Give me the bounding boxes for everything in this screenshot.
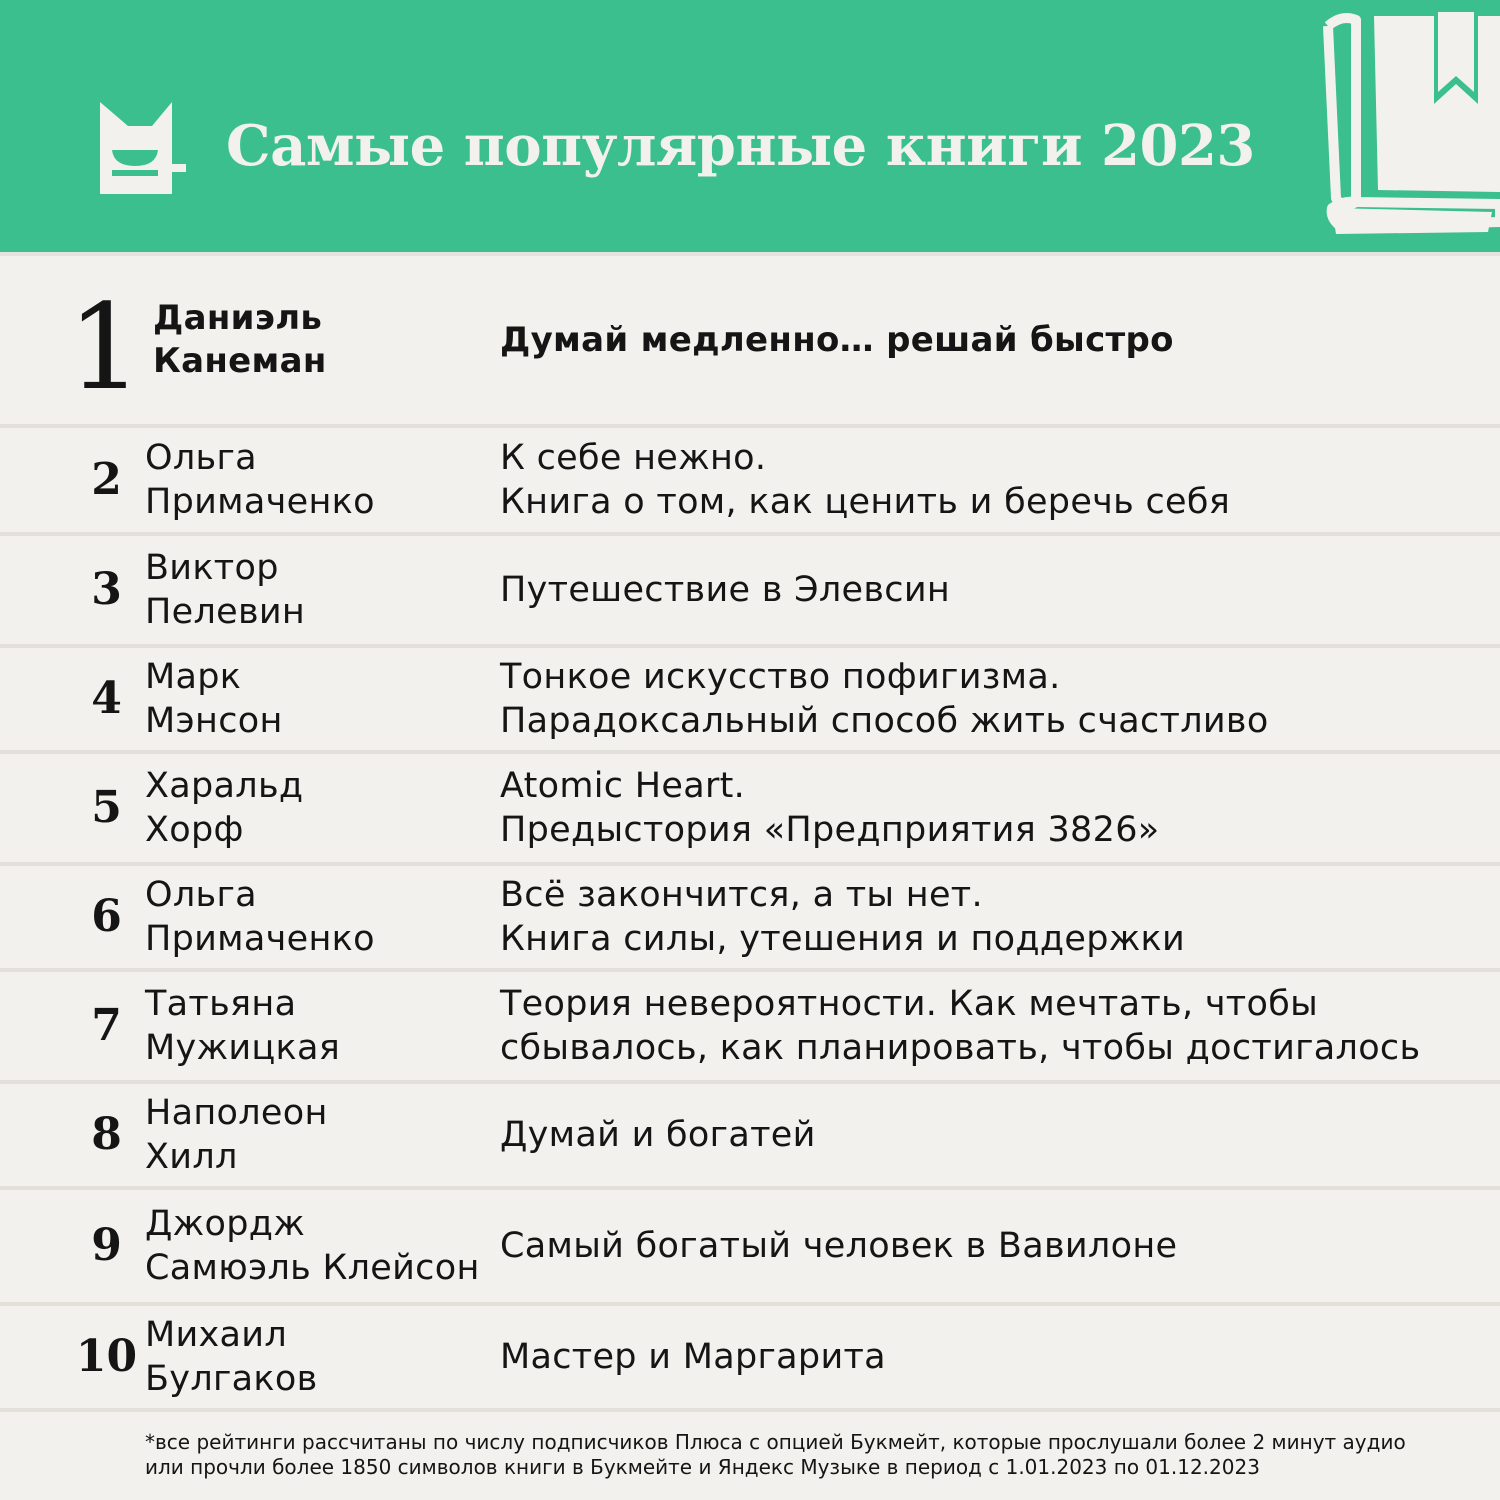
book-title-line: Atomic Heart. bbox=[500, 766, 746, 806]
author-name-line: Ольга bbox=[145, 438, 257, 478]
author-name-line: Ольга bbox=[145, 875, 257, 915]
rank-number: 6 bbox=[91, 891, 122, 942]
rank-number: 10 bbox=[75, 1331, 138, 1382]
author-name-line: Михаил bbox=[145, 1315, 288, 1355]
author-name-line: Харальд bbox=[145, 766, 304, 806]
book-title-line: Думай и богатей bbox=[500, 1115, 816, 1155]
author-name-line: Виктор bbox=[145, 548, 279, 588]
author-name-line: Даниэль bbox=[153, 298, 323, 338]
table-row bbox=[0, 428, 1500, 536]
footnote-line-1: *все рейтинги рассчитаны по числу подписчиков Плюса с опцией Букмейт, которые прослушали более 2 минут аудио bbox=[145, 1430, 1406, 1454]
book-title bbox=[500, 318, 1174, 362]
author-name bbox=[145, 1202, 480, 1290]
author-name-line: Джордж bbox=[145, 1204, 306, 1244]
ranking-list bbox=[0, 256, 1500, 1412]
author-name-line: Наполеон bbox=[145, 1093, 328, 1133]
book-title-line: Книга силы, утешения и поддержки bbox=[500, 919, 1186, 959]
author-name-line: Марк bbox=[145, 657, 242, 697]
author-name bbox=[145, 1313, 318, 1401]
author-name-line: Мэнсон bbox=[145, 701, 283, 741]
book-title-line: сбывалось, как планировать, чтобы достигалось bbox=[500, 1028, 1421, 1068]
author-name bbox=[145, 1091, 328, 1179]
rank-number: 8 bbox=[91, 1109, 122, 1160]
book-title bbox=[500, 764, 1159, 852]
rank-number: 5 bbox=[91, 782, 122, 833]
book-title bbox=[500, 1335, 886, 1379]
author-name-line: Булгаков bbox=[145, 1359, 318, 1399]
author-name-line: Мужицкая bbox=[145, 1028, 341, 1068]
table-row bbox=[0, 1306, 1500, 1412]
author-name bbox=[145, 873, 375, 961]
rank-number: 1 bbox=[67, 278, 143, 417]
book-title-line: Предыстория «Предприятия 3826» bbox=[500, 810, 1160, 850]
book-title bbox=[500, 436, 1230, 524]
table-row bbox=[0, 256, 1500, 428]
table-row bbox=[0, 648, 1500, 754]
rank-number: 7 bbox=[91, 1000, 122, 1051]
book-title bbox=[500, 568, 950, 612]
book-title-line: Мастер и Маргарита bbox=[500, 1337, 886, 1377]
book-title-line: Думай медленно… решай быстро bbox=[500, 320, 1174, 360]
bookmate-cat-logo-icon bbox=[98, 100, 186, 194]
book-title bbox=[500, 655, 1269, 743]
rank-number: 2 bbox=[91, 454, 122, 505]
author-name bbox=[153, 297, 327, 383]
book-title-line: Парадоксальный способ жить счастливо bbox=[500, 701, 1269, 741]
rank-number: 9 bbox=[91, 1220, 122, 1271]
author-name-line: Канеман bbox=[153, 341, 327, 381]
author-name-line: Хорф bbox=[145, 810, 244, 850]
book-title-line: Путешествие в Элевсин bbox=[500, 570, 951, 610]
footnote-line-2: или прочли более 1850 символов книги в Букмейте и Яндекс Музыке в период с 1.01.2023 по 01.12.2023 bbox=[145, 1455, 1260, 1479]
book-bookmark-icon bbox=[1322, 12, 1500, 240]
book-title-line: К себе нежно. bbox=[500, 438, 767, 478]
author-name-line: Пелевин bbox=[145, 592, 306, 632]
book-title-line: Книга о том, как ценить и беречь себя bbox=[500, 482, 1231, 522]
author-name bbox=[145, 764, 303, 852]
author-name-line: Хилл bbox=[145, 1137, 238, 1177]
book-title bbox=[500, 1224, 1177, 1268]
table-row bbox=[0, 1084, 1500, 1190]
author-name-line: Примаченко bbox=[145, 482, 375, 522]
page-title: Самые популярные книги 2023 bbox=[226, 113, 1255, 179]
author-name bbox=[145, 436, 375, 524]
book-title-line: Теория невероятности. Как мечтать, чтобы bbox=[500, 984, 1319, 1024]
table-row bbox=[0, 866, 1500, 972]
rank-number: 3 bbox=[91, 564, 122, 615]
author-name bbox=[145, 546, 305, 634]
author-name-line: Примаченко bbox=[145, 919, 375, 959]
author-name-line: Самюэль Клейсон bbox=[145, 1248, 480, 1288]
footnote bbox=[145, 1430, 1465, 1480]
table-row bbox=[0, 536, 1500, 648]
book-title-line: Всё закончится, а ты нет. bbox=[500, 875, 983, 915]
author-name bbox=[145, 982, 340, 1070]
rank-number: 4 bbox=[91, 673, 122, 724]
book-title bbox=[500, 1113, 816, 1157]
author-name-line: Татьяна bbox=[145, 984, 297, 1024]
table-row bbox=[0, 1190, 1500, 1306]
book-title bbox=[500, 873, 1185, 961]
header-banner bbox=[0, 0, 1500, 252]
book-title-line: Самый богатый человек в Вавилоне bbox=[500, 1226, 1178, 1266]
book-title-line: Тонкое искусство пофигизма. bbox=[500, 657, 1061, 697]
table-row bbox=[0, 972, 1500, 1084]
author-name bbox=[145, 655, 283, 743]
book-title bbox=[500, 982, 1420, 1070]
table-row bbox=[0, 754, 1500, 866]
